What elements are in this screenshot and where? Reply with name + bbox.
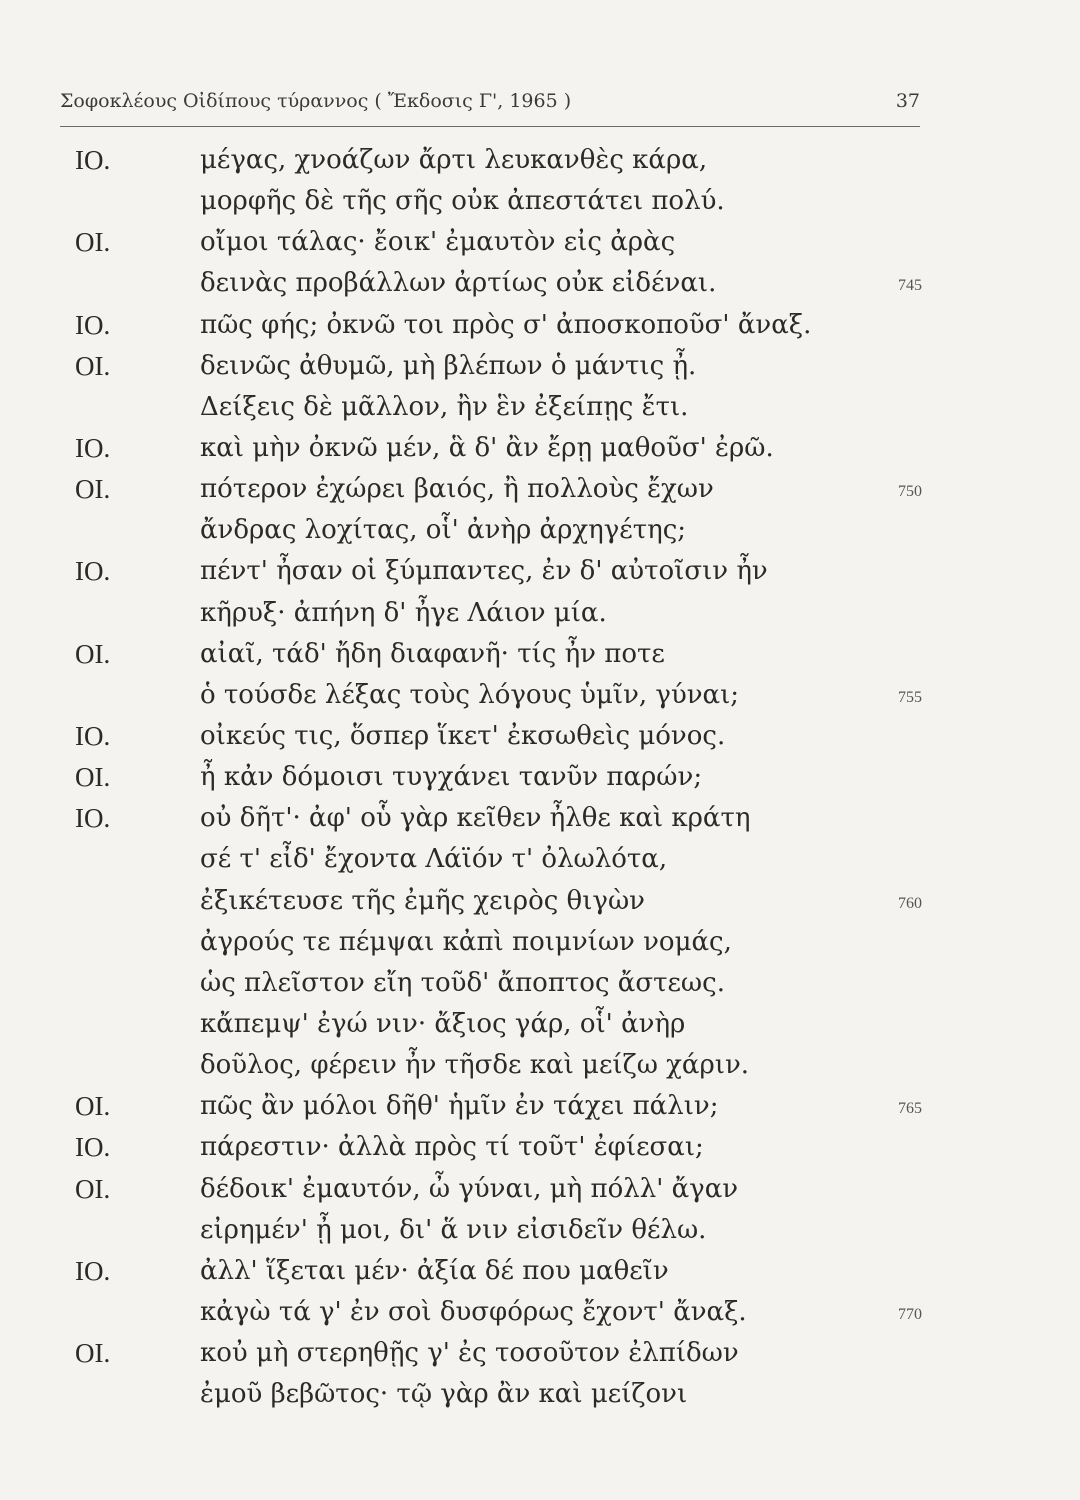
speaker-label: ΙΟ.	[75, 145, 111, 175]
verse-line	[0, 1333, 1080, 1374]
speaker-label: ΙΟ.	[75, 1255, 111, 1286]
verse-text-line: πάρεστιν· ἀλλὰ πρὸς τί τοῦτ' ἐφίεσαι;	[200, 1132, 704, 1163]
verse-text-line: μέγας, χνοάζων ἄρτι λευκανθὲς κάρα,	[200, 145, 708, 175]
page-number: 37	[895, 90, 920, 112]
verse-line	[0, 1374, 1080, 1415]
verse-line	[0, 798, 1080, 839]
verse-text-line: μορφῆς δὲ τῆς σῆς οὐκ ἀπεστάτει πολύ.	[200, 186, 725, 217]
verse-line	[0, 551, 1080, 592]
speaker-label: ΟΙ.	[75, 474, 111, 505]
verse-line	[0, 1169, 1080, 1210]
verse-text-line: κἀγὼ τά γ' ἐν σοὶ δυσφόρως ἔχοντ' ἄναξ.	[200, 1296, 747, 1327]
verse-line	[0, 181, 1080, 222]
verse-line	[0, 593, 1080, 634]
verse-text-line: ὁ τούσδε λέξας τοὺς λόγους ὑμῖν, γύναι;	[200, 679, 740, 710]
verse-text	[0, 140, 1080, 1415]
verse-text-line: αἰαῖ, τάδ' ἤδη διαφανῆ· τίς ἦν ποτε	[200, 638, 665, 669]
verse-line	[0, 963, 1080, 1004]
verse-line	[0, 1292, 1080, 1333]
speaker-label: ΟΙ.	[75, 762, 111, 793]
verse-text-line: δεινῶς ἀθυμῶ, μὴ βλέπων ὁ μάντις ᾖ.	[200, 350, 697, 381]
verse-line	[0, 757, 1080, 798]
line-number: 750	[898, 483, 922, 501]
verse-text-line: Δείξεις δὲ μᾶλλον, ἢν ἓν ἐξείπῃς ἔτι.	[200, 391, 689, 422]
line-number: 770	[898, 1305, 922, 1323]
verse-line	[0, 1127, 1080, 1168]
verse-text-line: ἐξικέτευσε τῆς ἐμῆς χειρὸς θιγὼν	[200, 885, 645, 916]
verse-line	[0, 469, 1080, 510]
speaker-label: ΟΙ.	[75, 1173, 111, 1204]
verse-line	[0, 222, 1080, 263]
verse-line	[0, 839, 1080, 880]
verse-line	[0, 1004, 1080, 1045]
verse-line	[0, 634, 1080, 675]
verse-text-line: δεινὰς προβάλλων ἀρτίως οὐκ εἰδέναι.	[200, 268, 717, 299]
verse-text-line: οἰκεύς τις, ὅσπερ ἵκετ' ἐκσωθεὶς μόνος.	[200, 720, 726, 751]
verse-text-line: σέ τ' εἶδ' ἔχοντα Λάϊόν τ' ὀλωλότα,	[200, 844, 668, 875]
verse-text-line: καὶ μὴν ὀκνῶ μέν, ἃ δ' ἂν ἔρῃ μαθοῦσ' ἐρῶ.	[200, 432, 774, 463]
verse-text-line: ἀγρούς τε πέμψαι κἀπὶ ποιμνίων νομάς,	[200, 926, 732, 957]
verse-line	[0, 510, 1080, 551]
verse-line	[0, 1251, 1080, 1292]
speaker-label: ΙΟ.	[75, 1132, 111, 1163]
speaker-label: ΙΟ.	[75, 803, 111, 834]
verse-text-line: κῆρυξ· ἀπήνη δ' ἦγε Λάιον μία.	[200, 597, 607, 628]
line-number: 745	[898, 277, 922, 295]
line-number: 765	[898, 1100, 922, 1118]
verse-line	[0, 305, 1080, 346]
verse-line	[0, 922, 1080, 963]
speaker-label: ΙΟ.	[75, 309, 111, 340]
verse-line	[0, 1045, 1080, 1086]
verse-text-line: πῶς φής; ὀκνῶ τοι πρὸς σ' ἀποσκοποῦσ' ἄναξ.	[200, 309, 812, 340]
verse-line	[0, 881, 1080, 922]
verse-text-line: ἦ κἀν δόμοισι τυγχάνει τανῦν παρών;	[200, 762, 703, 793]
speaker-label: ΟΙ.	[75, 227, 111, 258]
verse-text-line: εἰρημέν' ᾖ μοι, δι' ἅ νιν εἰσιδεῖν θέλω.	[200, 1214, 707, 1245]
verse-line	[0, 428, 1080, 469]
verse-text-line: οὐ δῆτ'· ἀφ' οὗ γὰρ κεῖθεν ἦλθε καὶ κράτη	[200, 803, 751, 834]
verse-text-line: ἄνδρας λοχίτας, οἷ' ἀνὴρ ἀρχηγέτης;	[200, 515, 687, 546]
speaker-label: ΟΙ.	[75, 1338, 111, 1369]
verse-line	[0, 140, 1080, 181]
verse-text-line: κἄπεμψ' ἐγώ νιν· ἄξιος γάρ, οἷ' ἀνὴρ	[200, 1008, 686, 1039]
header-rule	[60, 126, 920, 127]
verse-text-line: πότερον ἐχώρει βαιός, ἢ πολλοὺς ἔχων	[200, 474, 714, 505]
speaker-label: ΙΟ.	[75, 720, 111, 751]
verse-text-line: δοῦλος, φέρειν ἦν τῆσδε καὶ μείζω χάριν.	[200, 1050, 750, 1081]
verse-text-line: δέδοικ' ἐμαυτόν, ὦ γύναι, μὴ πόλλ' ἄγαν	[200, 1173, 739, 1204]
speaker-label: ΟΙ.	[75, 638, 111, 669]
verse-line	[0, 675, 1080, 716]
speaker-label: ΟΙ.	[75, 350, 111, 381]
verse-text-line: ἀλλ' ἵξεται μέν· ἀξία δέ που μαθεῖν	[200, 1255, 669, 1286]
speaker-label: ΟΙ.	[75, 1091, 111, 1122]
line-number: 755	[898, 688, 922, 706]
verse-line	[0, 1210, 1080, 1251]
verse-text-line: οἴμοι τάλας· ἔοικ' ἐμαυτὸν εἰς ἀρὰς	[200, 227, 676, 258]
verse-line	[0, 263, 1080, 304]
line-number: 760	[898, 894, 922, 912]
verse-line	[0, 1086, 1080, 1127]
verse-line	[0, 346, 1080, 387]
verse-text-line: ὡς πλεῖστον εἴη τοῦδ' ἄποπτος ἄστεως.	[200, 967, 725, 998]
verse-line	[0, 387, 1080, 428]
verse-text-line: πῶς ἂν μόλοι δῆθ' ἡμῖν ἐν τάχει πάλιν;	[200, 1091, 719, 1122]
verse-text-line: κοὐ μὴ στερηθῇς γ' ἐς τοσοῦτον ἐλπίδων	[200, 1338, 739, 1369]
speaker-label: ΙΟ.	[75, 432, 111, 463]
verse-line	[0, 716, 1080, 757]
verse-text-line: ἐμοῦ βεβῶτος· τῷ γὰρ ἂν καὶ μείζονι	[200, 1379, 688, 1410]
running-title: Σοφοκλέους Οἰδίπους τύραννος ( Ἔκδοσις Γ', 1965 )	[60, 90, 572, 112]
verse-text-line: πέντ' ἦσαν οἱ ξύμπαντες, ἐν δ' αὐτοῖσιν ἦν	[200, 556, 768, 587]
speaker-label: ΙΟ.	[75, 556, 111, 587]
running-header	[60, 90, 920, 120]
